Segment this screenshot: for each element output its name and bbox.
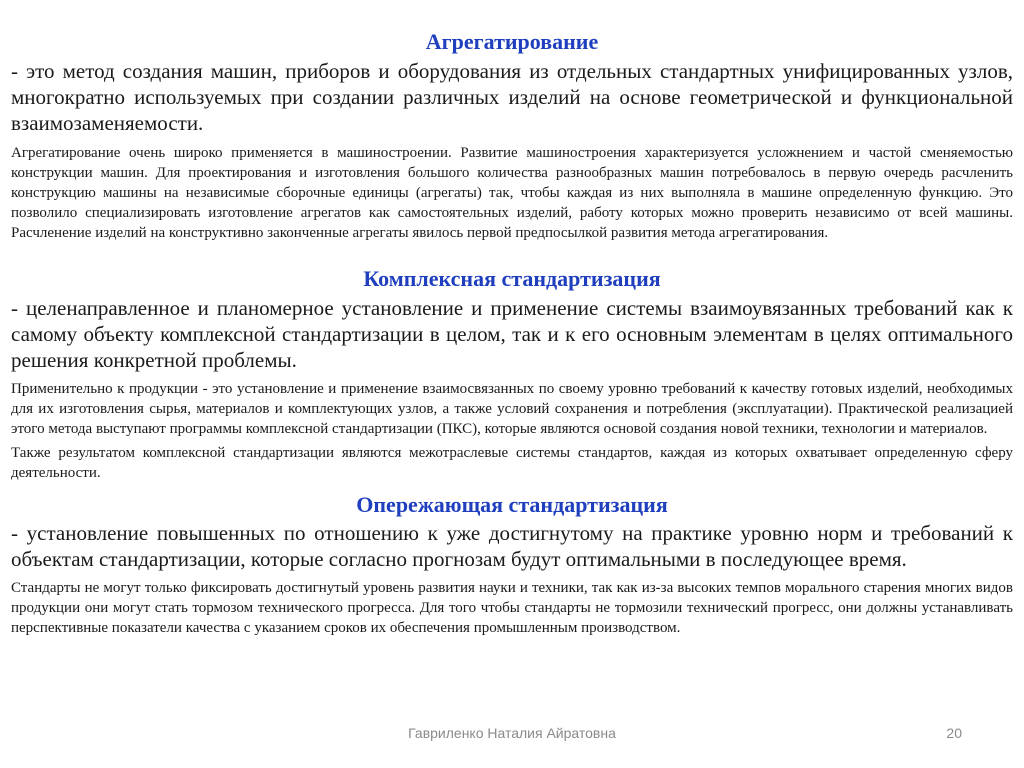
section-title-aggregation: Агрегатирование: [425, 29, 599, 54]
section-paragraph: Применительно к продукции - это установление и применение взаимосвязанных по своему уровню требований к качеству готовых изделий, необходимых для их изготовления сырья, материалов и комплектующих узлов, а также условий сохранения и потребления (эксплуатации). Практической реализацией этого метода выступают программы комплексной стандартизации (ПКС), которые являются основой создания новой техники, технологии и материалов.: [11, 381, 1013, 437]
section-paragraph: Также результатом комплексной стандартизации являются межотраслевые системы стандартов, каждая из которых охватывает определенную сферу деятельности.: [11, 445, 1013, 481]
section-paragraph: Стандарты не могут только фиксировать достигнутый уровень развития науки и техники, так как из-за высоких темпов морального старения многих видов продукции они могут стать тормозом технического прогресса. Для того чтобы стандарты не тормозили технический прогресс, они должны устанавливать перспективные показатели качества с указанием сроков их обеспечения промышленным производством.: [11, 580, 1013, 636]
section-definition-aggregation: - это метод создания машин, приборов и оборудования из отдельных стандартных унифицированных узлов, многократно используемых при создании различных изделий на основе геометрической и функциональной взаимозаменяемости.: [11, 59, 1013, 135]
section-advanced-standardization: [11, 491, 1013, 638]
section-title-complex-standardization: Комплексная стандартизация: [363, 266, 661, 291]
section-definition-advanced-standardization: - установление повышенных по отношению к уже достигнутому на практике уровню норм и требований к объектам стандартизации, которые согласно прогнозам будут оптимальными в последующее время.: [11, 521, 1013, 571]
page-number: 20: [946, 725, 962, 741]
section-title-advanced-standardization: Опережающая стандартизация: [356, 492, 668, 517]
slide-content: [11, 28, 1013, 638]
section-paragraph: Агрегатирование очень широко применяется в машиностроении. Развитие машиностроения характеризуется усложнением и частой сменяемостью конструкции машин. Для проектирования и изготовления большого количества разнообразных машин потребовалось в первую очередь расчленить конструкцию машины на независимые сборочные единицы (агрегаты) так, чтобы каждая из них выполняла в машине определенную функцию. Это позволило специализировать изготовление агрегатов как самостоятельных изделий, работу которых можно проверить независимо от всей машины. Расчленение изделий на конструктивно законченные агрегаты явилось первой предпосылкой развития метода агрегатирования.: [11, 145, 1013, 241]
footer-author: Гавриленко Наталия Айратовна: [408, 725, 616, 741]
section-complex-standardization: [11, 265, 1013, 483]
section-definition-complex-standardization: - целенаправленное и планомерное установление и применение системы взаимоувязанных требований как к самому объекту комплексной стандартизации в целом, так и к его основным элементам в целях оптимального решения конкретной проблемы.: [11, 296, 1013, 372]
section-aggregation: [11, 28, 1013, 243]
